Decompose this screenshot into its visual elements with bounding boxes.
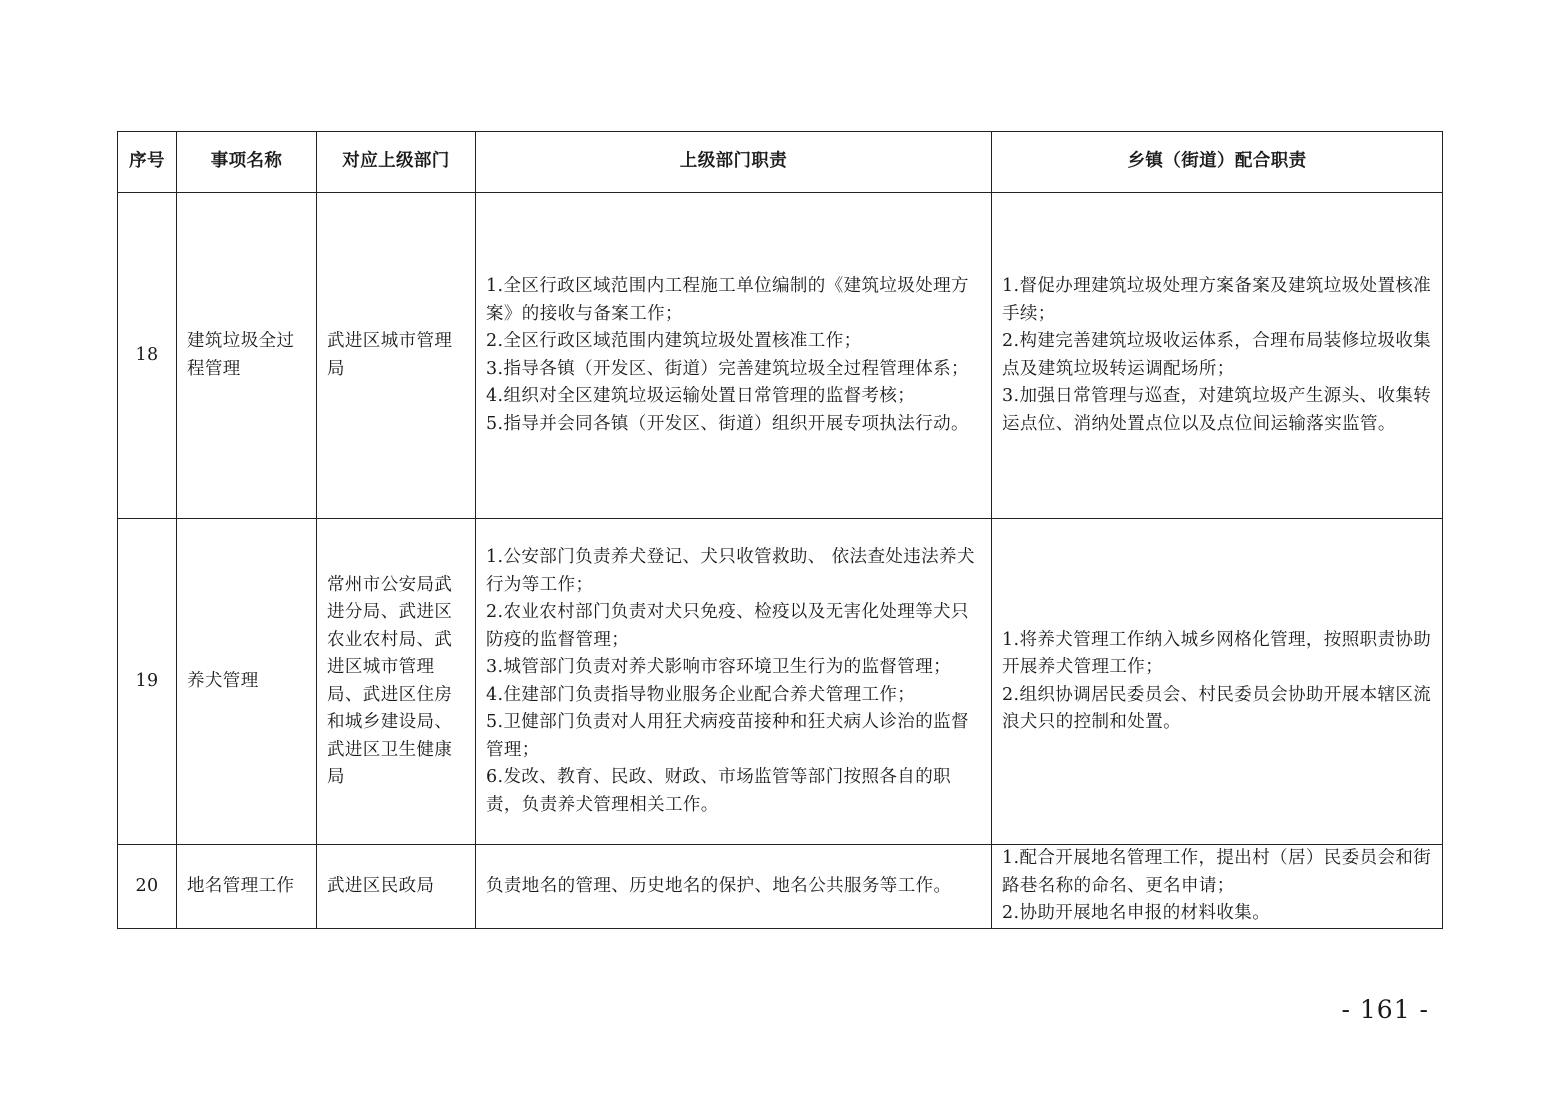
duty-item: 2.构建完善建筑垃圾收运体系，合理布局装修垃圾收集点及建筑垃圾转运调配场所； xyxy=(1002,331,1432,379)
duty-item: 4.组织对全区建筑垃圾运输处置日常管理的监督考核； xyxy=(486,386,916,406)
duty-item: 3.加强日常管理与巡查，对建筑垃圾产生源头、收集转运点位、消纳处置点位以及点位间运输落实监管。 xyxy=(1002,386,1432,434)
header-index: 序号 xyxy=(118,132,177,193)
duty-item: 3.指导各镇（开发区、街道）完善建筑垃圾全过程管理体系； xyxy=(486,358,969,379)
header-township-duties: 乡镇（街道）配合职责 xyxy=(992,132,1443,193)
township-duties-cell xyxy=(992,193,1443,519)
duty-item: 2.组织协调居民委员会、村民委员会协助开展本辖区流浪犬只的控制和处置。 xyxy=(1002,684,1432,732)
township-duties-cell xyxy=(992,519,1443,845)
duty-item: 负责地名的管理、历史地名的保护、地名公共服务等工作。 xyxy=(486,875,952,896)
duty-item: 1.公安部门负责养犬登记、犬只收管救助、 依法查处违法养犬行为等工作； xyxy=(486,547,975,595)
duty-item: 1.配合开展地名管理工作，提出村（居）民委员会和街路巷名称的命名、更名申请； xyxy=(1002,848,1432,896)
item-name-cell: 养犬管理 xyxy=(177,519,317,845)
table-row xyxy=(118,519,1443,845)
table-header-row xyxy=(118,132,1443,193)
superior-duties-cell xyxy=(476,845,992,929)
duty-item: 5.指导并会同各镇（开发区、街道）组织开展专项执法行动。 xyxy=(486,413,969,434)
row-index: 18 xyxy=(118,193,177,519)
superior-department-cell: 常州市公安局武进分局、武进区农业农村局、武进区城市管理局、武进区住房和城乡建设局、武进区卫生健康局 xyxy=(317,519,476,845)
row-index: 20 xyxy=(118,845,177,929)
header-item-name: 事项名称 xyxy=(177,132,317,193)
item-name-cell: 建筑垃圾全过程管理 xyxy=(177,193,317,519)
item-name-cell: 地名管理工作 xyxy=(177,845,317,929)
row-index: 19 xyxy=(118,519,177,845)
duty-item: 2.协助开展地名申报的材料收集。 xyxy=(1002,903,1271,923)
page-number: - 161 - xyxy=(1341,995,1429,1024)
header-superior-duties: 上级部门职责 xyxy=(476,132,992,193)
duties-table xyxy=(117,131,1443,929)
superior-duties-cell xyxy=(476,519,992,845)
township-duties-cell xyxy=(992,845,1443,929)
duty-item: 4.住建部门负责指导物业服务企业配合养犬管理工作； xyxy=(486,684,916,705)
superior-department-cell: 武进区城市管理局 xyxy=(317,193,476,519)
duty-item: 2.农业农村部门负责对犬只免疫、检疫以及无害化处理等犬只防疫的监督管理； xyxy=(486,602,969,650)
duty-item: 1.全区行政区域范围内工程施工单位编制的《建筑垃圾处理方案》的接收与备案工作； xyxy=(486,276,969,324)
duty-item: 2.全区行政区域范围内建筑垃圾处置核准工作； xyxy=(486,331,862,351)
duty-item: 5.卫健部门负责对人用狂犬病疫苗接种和狂犬病人诊治的监督管理； xyxy=(486,712,969,760)
superior-department-cell: 武进区民政局 xyxy=(317,845,476,929)
table-row xyxy=(118,845,1443,929)
duty-item: 3.城管部门负责对养犬影响市容环境卫生行为的监督管理； xyxy=(486,657,951,677)
superior-duties-cell xyxy=(476,193,992,519)
duty-item: 1.将养犬管理工作纳入城乡网格化管理，按照职责协助开展养犬管理工作； xyxy=(1002,629,1432,677)
table-row xyxy=(118,193,1443,519)
header-superior-department: 对应上级部门 xyxy=(317,132,476,193)
duty-item: 1.督促办理建筑垃圾处理方案备案及建筑垃圾处置核准手续； xyxy=(1002,276,1432,324)
duty-item: 6.发改、教育、民政、财政、市场监管等部门按照各自的职责，负责养犬管理相关工作。 xyxy=(486,767,951,815)
